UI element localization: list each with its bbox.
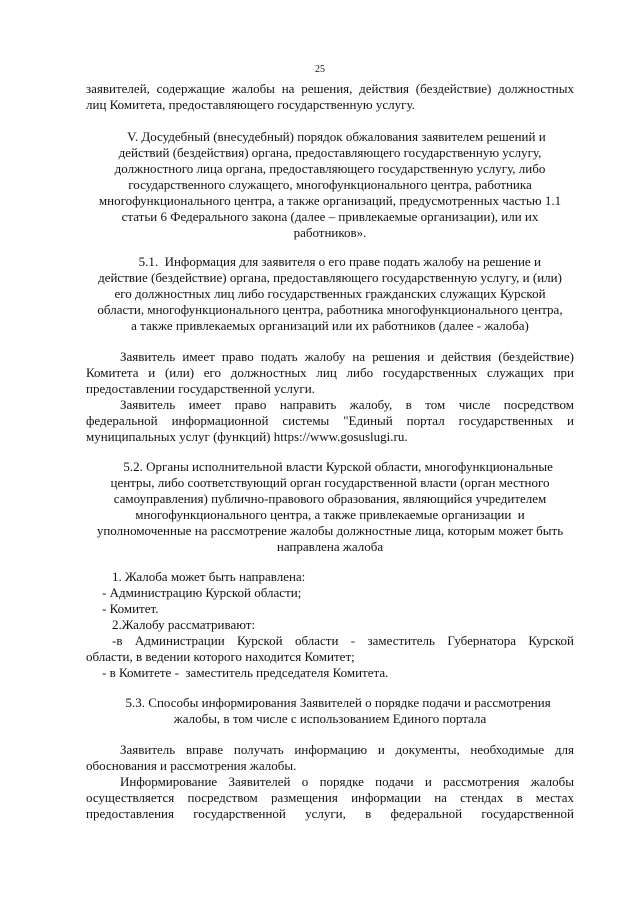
text-line: многофункционального центра, а также привлекаемые организации и <box>135 507 525 522</box>
text-line: 2.Жалобу рассматривают: <box>112 617 256 632</box>
text-line: предоставлении государственной услуги. <box>86 381 315 396</box>
text-line: жалобы, в том числе с использованием Единого портала <box>173 711 487 726</box>
text-line: - Комитет. <box>102 601 159 616</box>
text-line: самоуправления) публично-правового образования, являющийся учредителем <box>113 491 547 506</box>
text-line: области, в ведении которого находится Комитет; <box>86 649 355 664</box>
page-number: 25 <box>315 64 325 75</box>
text-line: -в Администрации Курской области - заместитель Губернатора Курской <box>112 633 574 648</box>
text-line: действие (бездействие) органа, предоставляющего государственную услугу, и (или) <box>98 270 562 285</box>
text-line: - Администрацию Курской области; <box>102 585 302 600</box>
text-line: заявителей, содержащие жалобы на решения, действия (бездействие) должностных <box>86 81 574 96</box>
text-line: Комитета и (или) его должностных лиц либо государственных служащих при <box>86 365 574 380</box>
text-line: многофункционального центра, а также организаций, предусмотренных частью 1.1 <box>98 193 562 208</box>
text-line: области, многофункционального центра, работника многофункционального центра, <box>97 302 563 317</box>
text-line: лиц Комитета, предоставляющего государственную услугу. <box>86 97 415 112</box>
text-line: центры, либо соответствующий орган государственной власти (орган местного <box>110 475 550 490</box>
text-line: направлена жалоба <box>276 539 384 554</box>
text-line: а также привлекаемых организаций или их работников (далее - жалоба) <box>131 318 529 333</box>
text-line: действий (бездействия) органа, предоставляющего государственную услугу, <box>118 145 542 160</box>
text-line: осуществляется посредством размещения информации на стендах в местах <box>86 790 574 805</box>
text-line: Информирование Заявителей о порядке подачи и рассмотрения жалобы <box>120 774 574 789</box>
text-line: федеральной информационной системы "Единый портал государственных и <box>86 413 574 428</box>
text-line: Заявитель имеет право подать жалобу на решения и действия (бездействие) <box>120 349 574 364</box>
text-line: уполномоченные на рассмотрение жалобы должностные лица, которым может быть <box>96 523 564 538</box>
text-line: 5.3. Способы информирования Заявителей о порядке подачи и рассмотрения <box>109 695 551 710</box>
text-line: предоставления государственной услуги, в федеральной государственной <box>86 806 574 821</box>
text-line: государственного служащего, многофункционального центра, работника <box>128 177 532 192</box>
text-line: муниципальных услуг (функций) https://www.gosuslugi.ru. <box>86 429 408 444</box>
text-line: 5.1. Информация для заявителя о его праве подать жалобу на решение и <box>119 254 541 269</box>
text-line: обоснования и рассмотрения жалобы. <box>86 758 297 773</box>
text-line: 1. Жалоба может быть направлена: <box>112 569 306 584</box>
text-line: V. Досудебный (внесудебный) порядок обжалования заявителем решений и <box>114 129 546 144</box>
text-line: 5.2. Органы исполнительной власти Курской области, многофункциональные <box>107 459 553 474</box>
text-line: работников». <box>293 225 367 240</box>
text-line: его должностных лиц либо государственных гражданских служащих Курской <box>114 286 546 301</box>
text-line: - в Комитете - заместитель председателя Комитета. <box>102 665 389 680</box>
text-line: должностного лица органа, предоставляющего государственную услугу, либо <box>114 161 546 176</box>
text-line: Заявитель вправе получать информацию и документы, необходимые для <box>120 742 574 757</box>
text-line: Заявитель имеет право направить жалобу, в том числе посредством <box>120 397 574 412</box>
text-line: статьи 6 Федерального закона (далее – привлекаемые организации), или их <box>121 209 539 224</box>
